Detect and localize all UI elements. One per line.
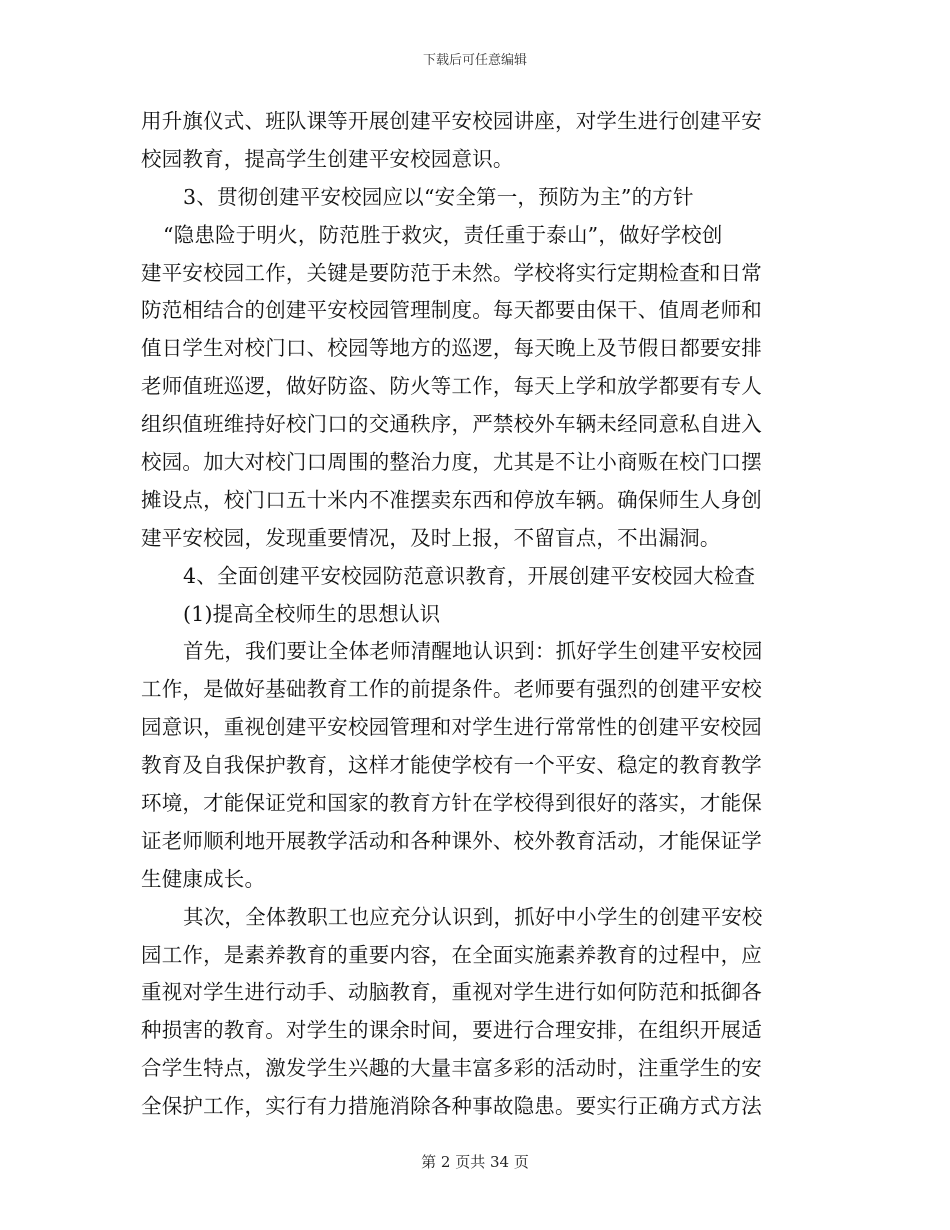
paragraph-line: 园意识，重视创建平安校园管理和对学生进行常常性的创建平安校园	[141, 715, 762, 740]
page-header-note: 下载后可任意编辑	[422, 53, 527, 68]
paragraph-line: 建平安校园工作，关键是要防范于未然。学校将实行定期检查和日常	[141, 260, 762, 285]
paragraph-line: “隐患险于明火，防范胜于救灾，责任重于泰山”，做好学校创	[163, 222, 723, 247]
paragraph-line: 校园。加大对校门口周围的整治力度，尤其是不让小商贩在校门口摆	[141, 450, 762, 475]
paragraph-line: 工作，是做好基础教育工作的前提条件。老师要有强烈的创建平安校	[141, 677, 762, 702]
section-heading-4: 4、全面创建平安校园防范意识教育，开展创建平安校园大检查	[183, 563, 756, 588]
paragraph-line: 值日学生对校门口、校园等地方的巡逻，每天晚上及节假日都要安排	[141, 336, 762, 361]
subsection-heading-1: (1)提高全校师生的思想认识	[183, 601, 441, 626]
paragraph-line: 园工作，是素养教育的重要内容，在全面实施素养教育的过程中，应	[141, 942, 762, 967]
paragraph-line: 组织值班维持好校门口的交通秩序，严禁校外车辆未经同意私自进入	[141, 412, 762, 437]
paragraph-line: 校园教育，提高学生创建平安校园意识。	[141, 146, 514, 171]
paragraph-line: 防范相结合的创建平安校园管理制度。每天都要由保干、值周老师和	[141, 298, 762, 323]
section-heading-3: 3、贯彻创建平安校园应以“安全第一，预防为主”的方针	[183, 184, 694, 209]
paragraph-line: 全保护工作，实行有力措施消除各种事故隐患。要实行正确方式方法	[141, 1094, 762, 1119]
paragraph-line: 环境，才能保证党和国家的教育方针在学校得到很好的落实，才能保	[141, 791, 762, 816]
paragraph-line: 首先，我们要让全体老师清醒地认识到：抓好学生创建平安校园	[183, 639, 763, 664]
page-number: 第 2 页共 34 页	[421, 1153, 529, 1171]
paragraph-line: 证老师顺利地开展教学活动和各种课外、校外教育活动，才能保证学	[141, 828, 762, 853]
paragraph-line: 种损害的教育。对学生的课余时间，要进行合理安排，在组织开展适	[141, 1018, 762, 1043]
paragraph-line: 合学生特点，激发学生兴趣的大量丰富多彩的活动时，注重学生的安	[141, 1056, 762, 1081]
paragraph-line: 摊设点，校门口五十米内不准摆卖东西和停放车辆。确保师生人身创	[141, 487, 762, 512]
paragraph-line: 用升旗仪式、班队课等开展创建平安校园讲座，对学生进行创建平安	[141, 109, 762, 133]
paragraph-line: 建平安校园，发现重要情况，及时上报，不留盲点，不出漏洞。	[141, 525, 721, 550]
paragraph-line: 生健康成长。	[141, 866, 266, 891]
paragraph-line: 其次，全体教职工也应充分认识到，抓好中小学生的创建平安校	[183, 904, 763, 929]
paragraph-line: 教育及自我保护教育，这样才能使学校有一个平安、稳定的教育教学	[141, 753, 762, 778]
paragraph-line: 老师值班巡逻，做好防盗、防火等工作，每天上学和放学都要有专人	[141, 374, 762, 399]
document-body	[141, 103, 809, 1126]
paragraph-line: 重视对学生进行动手、动脑教育，重视对学生进行如何防范和抵御各	[141, 980, 762, 1005]
